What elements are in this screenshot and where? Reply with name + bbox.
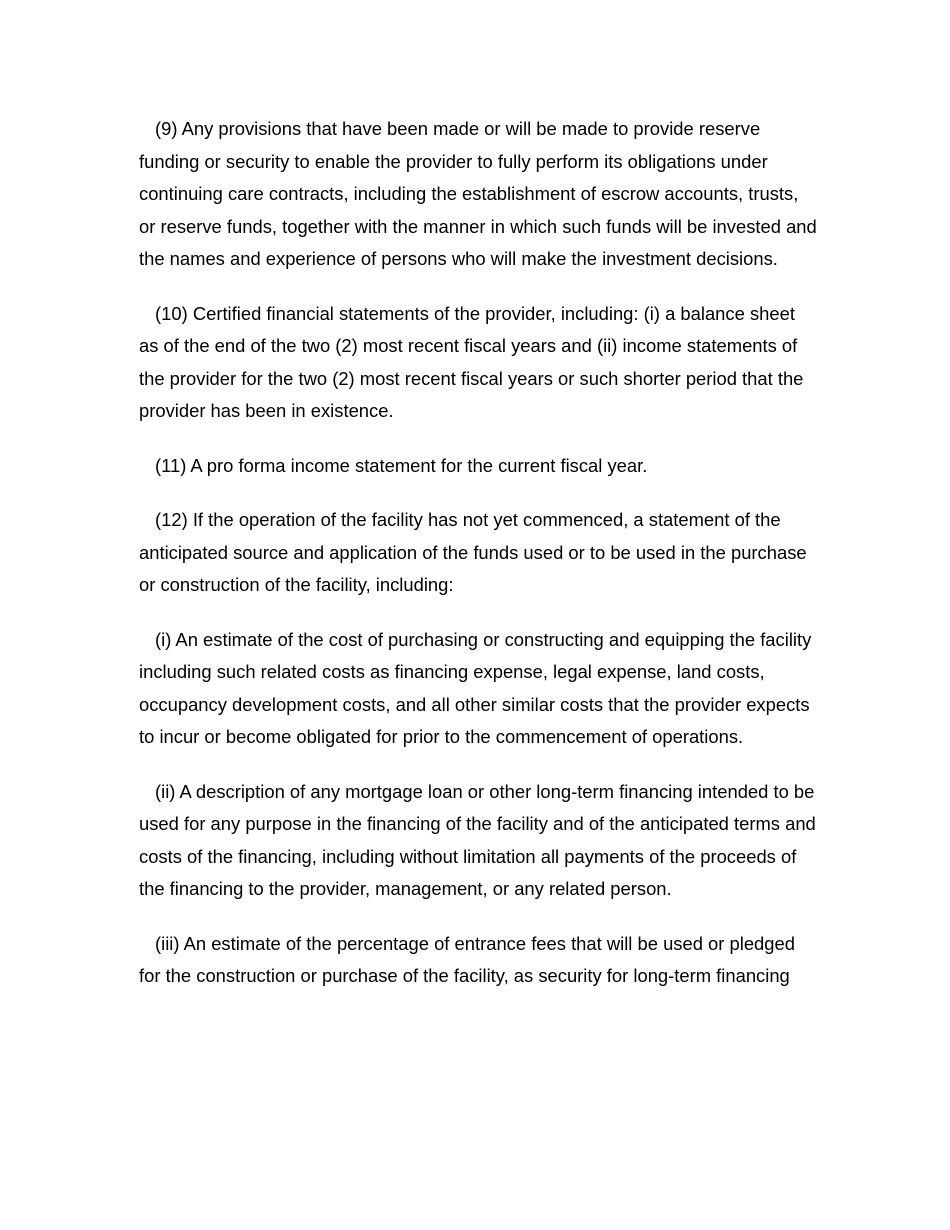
paragraph-11: (11) A pro forma income statement for the current fiscal year.	[155, 454, 648, 476]
paragraph-12-iii: (iii) An estimate of the percentage of entrance fees that will be used or pledged for the construction or purchase of the facility, as security for long-term financing	[139, 932, 795, 986]
paragraph-12-i: (i) An estimate of the cost of purchasing or constructing and equipping the facility including such related costs as financing expense, legal expense, land costs, occupancy development costs, and all other similar costs that the provider expects to incur or become obligated for prior to the commencement of operations.	[139, 628, 812, 747]
document-page	[139, 113, 819, 1015]
paragraph-12-ii: (ii) A description of any mortgage loan or other long-term financing intended to be used for any purpose in the financing of the facility and of the anticipated terms and costs of the financing, including without limitation all payments of the proceeds of the financing to the provider, management, or any related person.	[139, 780, 816, 899]
paragraph-10: (10) Certified financial statements of the provider, including: (i) a balance sheet as of the end of the two (2) most recent fiscal years and (ii) income statements of the provider for the two (2) most recent fiscal years or such shorter period that the provider has been in existence.	[139, 302, 804, 421]
paragraph-12: (12) If the operation of the facility has not yet commenced, a statement of the anticipated source and application of the funds used or to be used in the purchase or construction of the facility, including:	[139, 509, 807, 595]
paragraph-9: (9) Any provisions that have been made or will be made to provide reserve funding or security to enable the provider to fully perform its obligations under continuing care contracts, including the establishment of escrow accounts, trusts, or reserve funds, together with the manner in which such funds will be invested and the names and experience of persons who will make the investment decisions.	[139, 118, 817, 269]
